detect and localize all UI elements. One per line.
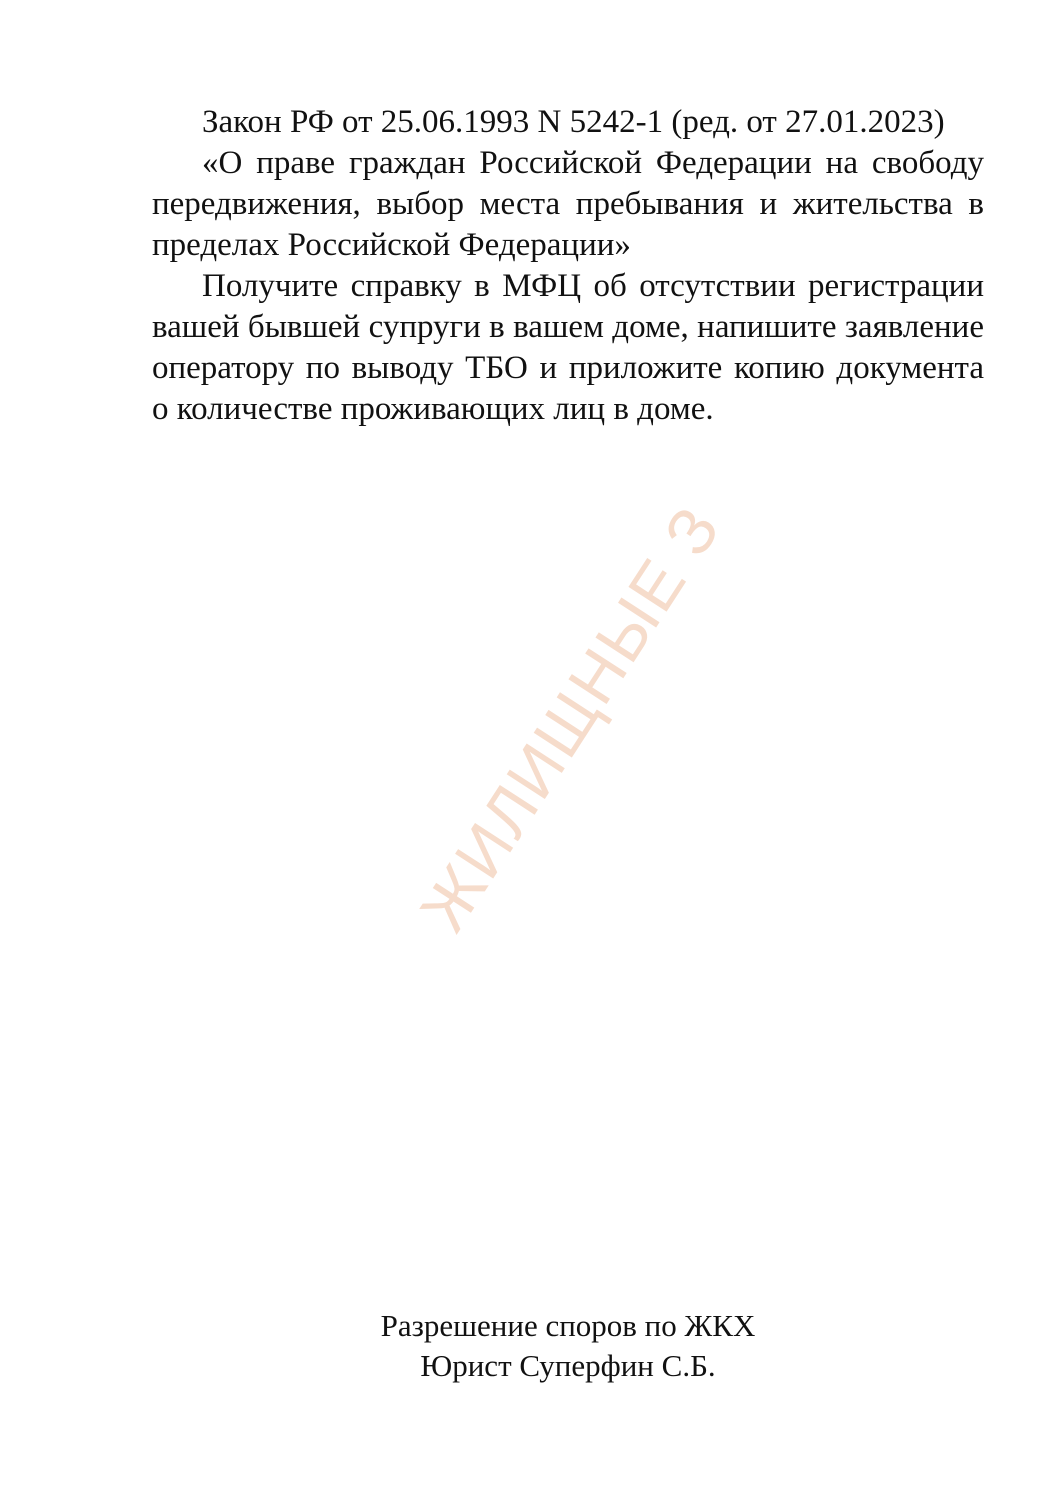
- watermark-text: ЖИЛИЩНЫЕ З: [405, 492, 735, 944]
- law-reference-paragraph: Закон РФ от 25.06.1993 N 5242-1 (ред. от 27.01.2023): [202, 104, 945, 140]
- advice-paragraph: Получите справку в МФЦ об отсутствии регистрации вашей бывшей супруги в вашем доме, напишите заявление оператору по выводу ТБО и приложите копию документа о количестве проживающих лиц в доме.: [152, 268, 984, 427]
- document-body: [152, 102, 984, 430]
- signature-line-author: Юрист Суперфин С.Б.: [420, 1348, 716, 1383]
- signature-block: [300, 1306, 836, 1386]
- law-title-paragraph: «О праве граждан Российской Федерации на свободу передвижения, выбор места пребывания и жительства в пределах Российской Федерации»: [152, 145, 984, 263]
- signature-line-service: Разрешение споров по ЖКХ: [380, 1308, 756, 1343]
